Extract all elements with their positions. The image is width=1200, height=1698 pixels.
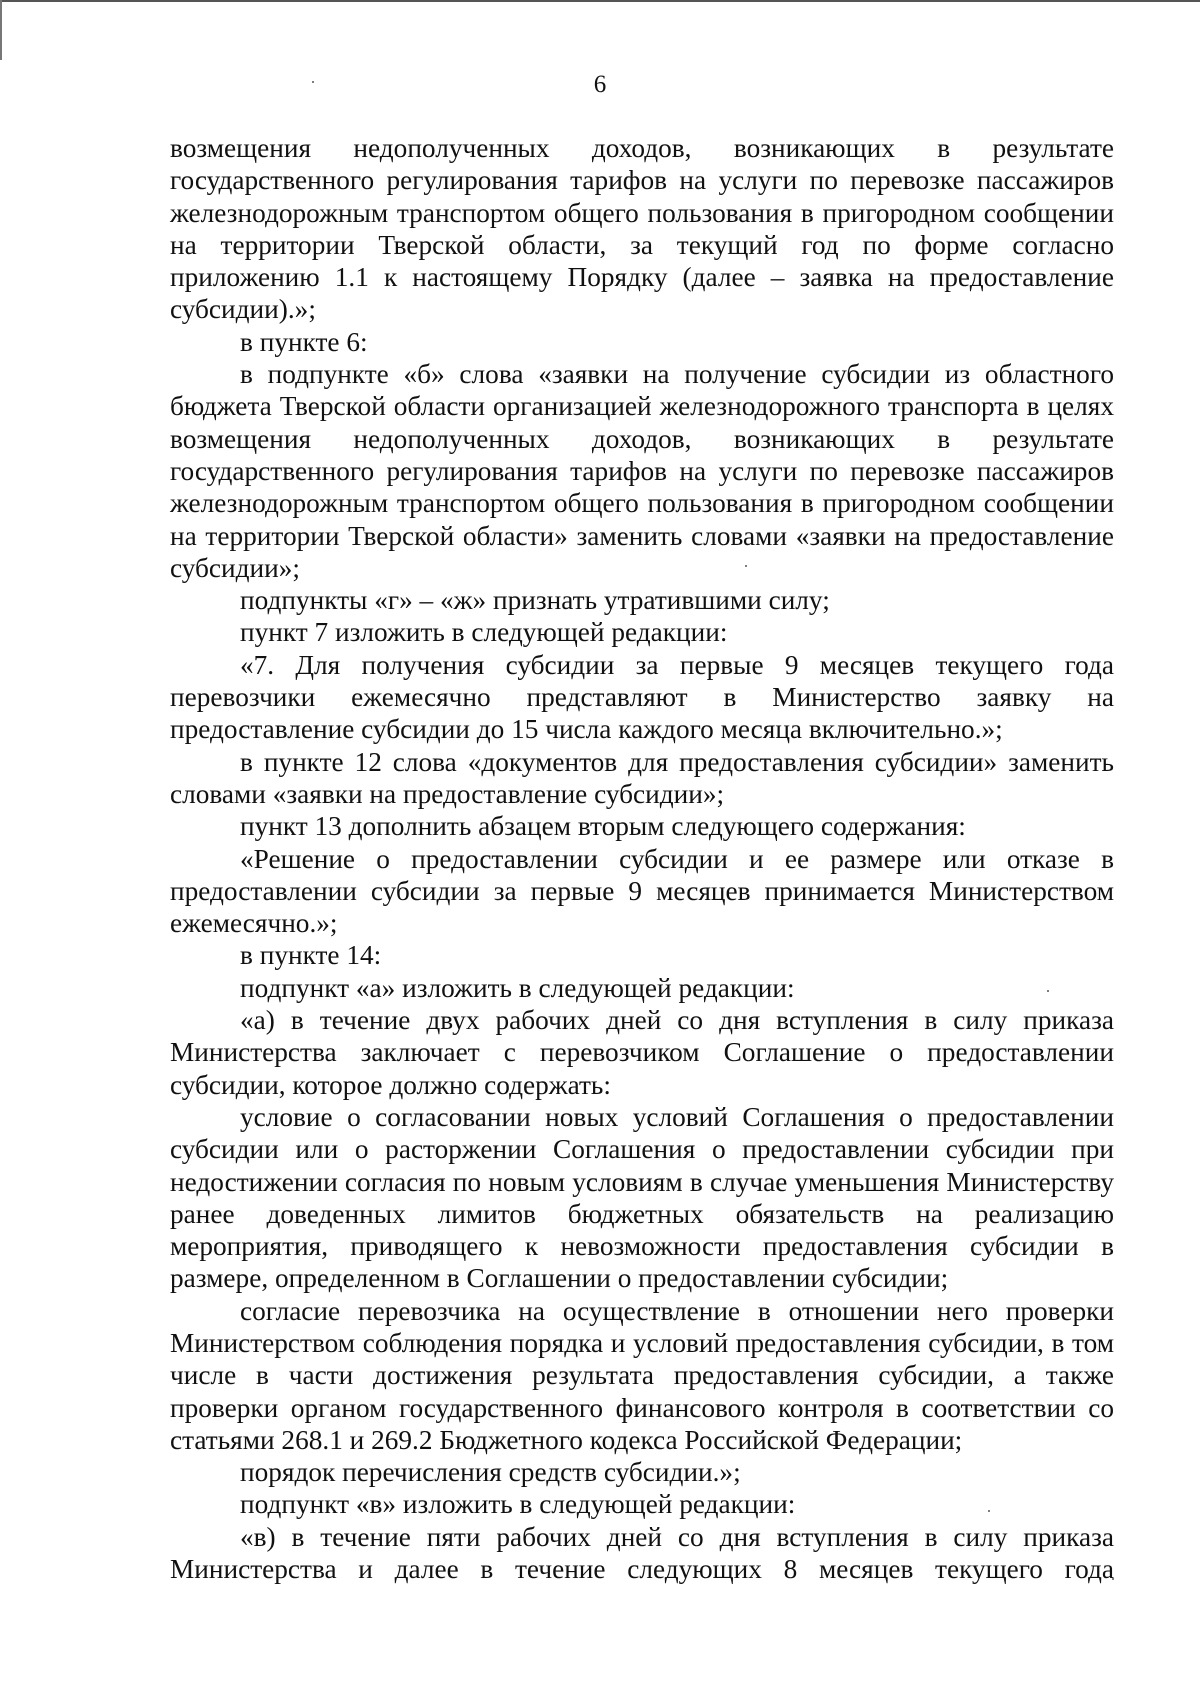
- paragraph: в подпункте «б» слова «заявки на получение субсидии из областного бюджета Тверской области организацией железнодорожного транспорта в целях возмещения недополученных доходов, возникающих в результате государственного регулирования тарифов на услуги по перевозке пассажиров железнодорожным транспортом общего пользования в пригородном сообщении на территории Тверской области» заменить словами «заявки на предоставление субсидии»;: [170, 359, 1114, 583]
- paragraph: подпункт «в» изложить в следующей редакции:: [240, 1489, 796, 1520]
- paragraph: пункт 13 дополнить абзацем вторым следующего содержания:: [240, 811, 966, 842]
- paragraph: подпункт «а» изложить в следующей редакции:: [240, 972, 795, 1003]
- document-body: [170, 132, 1114, 1585]
- paragraph: в пункте 12 слова «документов для предоставления субсидии» заменить словами «заявки на предоставление субсидии»;: [170, 746, 1114, 809]
- paragraph: пункт 7 изложить в следующей редакции:: [240, 617, 728, 648]
- paragraph: подпункты «г» – «ж» признать утратившими силу;: [240, 585, 830, 616]
- page-number: 6: [593, 71, 607, 98]
- paragraph: «Решение о предоставлении субсидии и ее размере или отказе в предоставлении субсидии за первые 9 месяцев принимается Министерством ежемесячно.»;: [170, 843, 1114, 939]
- paragraph: в пункте 6:: [240, 326, 368, 357]
- paragraph: возмещения недополученных доходов, возникающих в результате государственного регулирования тарифов на услуги по перевозке пассажиров железнодорожным транспортом общего пользования в пригородном сообщении на территории Тверской области, за текущий год по форме согласно приложению 1.1 к настоящему Порядку (далее – заявка на предоставление субсидии).»;: [170, 133, 1114, 325]
- scan-edge-top: [0, 0, 1200, 2]
- paragraph: в пункте 14:: [240, 940, 382, 971]
- paragraph: «а) в течение двух рабочих дней со дня вступления в силу приказа Министерства заключает с перевозчиком Соглашение о предоставлении субсидии, которое должно содержать:: [170, 1005, 1114, 1100]
- paragraph: «7. Для получения субсидии за первые 9 месяцев текущего года перевозчики ежемесячно представляют в Министерство заявку на предоставление субсидии до 15 числа каждого месяца включительно.»;: [170, 649, 1114, 745]
- paragraph: «в) в течение пяти рабочих дней со дня вступления в силу приказа Министерства и далее в течение следующих 8 месяцев текущего года: [170, 1521, 1114, 1585]
- paragraph: условие о согласовании новых условий Соглашения о предоставлении субсидии или о расторжении Соглашения о предоставлении субсидии при недостижении согласия по новым условиям в случае уменьшения Министерству ранее доведенных лимитов бюджетных обязательств на реализацию мероприятия, приводящего к невозможности предоставления субсидии в размере, определенном в Соглашении о предоставлении субсидии;: [170, 1101, 1114, 1294]
- scan-edge-left: [0, 0, 2, 60]
- paragraph: порядок перечисления средств субсидии.»;: [240, 1457, 741, 1488]
- paragraph: согласие перевозчика на осуществление в отношении него проверки Министерством соблюдения порядка и условий предоставления субсидии, в том числе в части достижения результата предоставления субсидии, а также проверки органом государственного финансового контроля в соответствии со статьями 268.1 и 269.2 Бюджетного кодекса Российской Федерации;: [170, 1295, 1114, 1455]
